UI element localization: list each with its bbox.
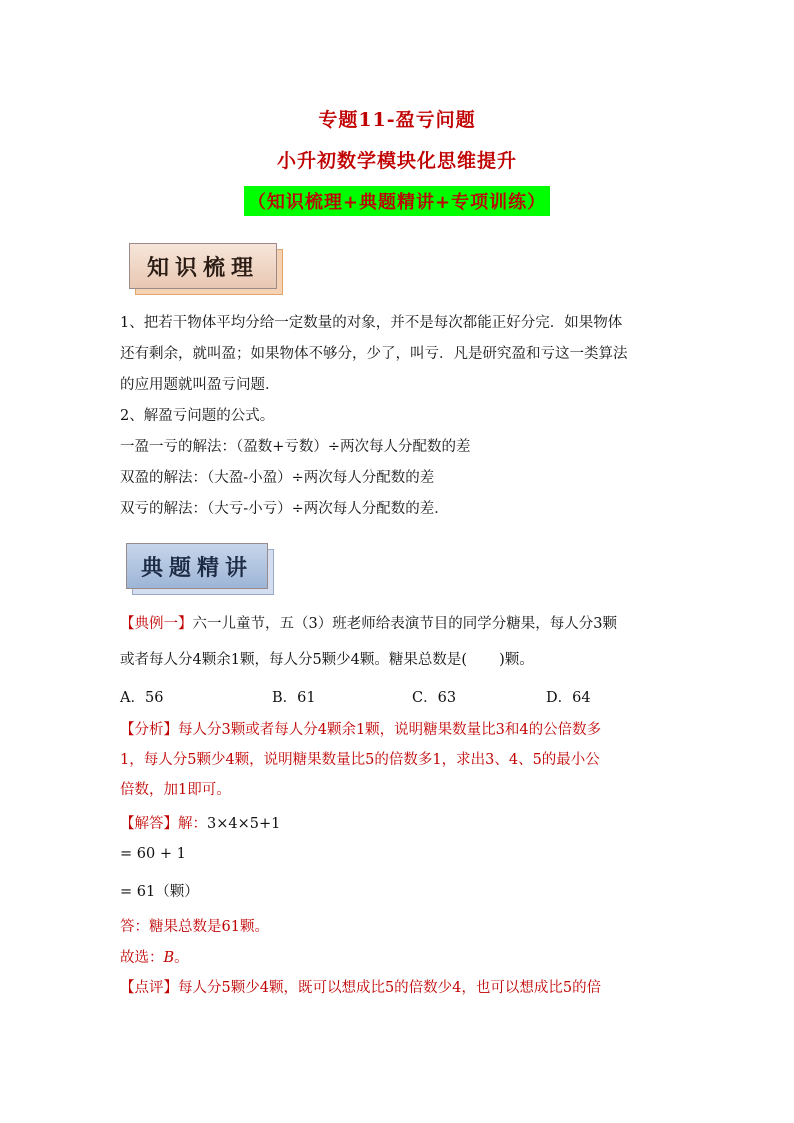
answer-head: 解： xyxy=(178,816,207,832)
tag-title: （知识梳理+典题精讲+专项训练） xyxy=(244,186,550,216)
answer-step-1: = 60 + 1 xyxy=(120,846,186,862)
comment-text: 每人分5颗少4颗，既可以想成比5的倍数少4，也可以想成比5的倍 xyxy=(178,980,602,996)
example-question-text-2b: )颗。 xyxy=(499,652,534,668)
knowledge-line-5: 一盈一亏的解法：（盈数+亏数）÷两次每人分配数的差 xyxy=(120,439,471,455)
main-title: 专题11-盈亏问题 xyxy=(318,109,476,131)
section-banner-knowledge: 知识梳理 xyxy=(129,243,277,289)
answer-expression: 3×4×5+1 xyxy=(207,816,281,832)
choose-value: B xyxy=(163,950,175,966)
answer-step-2: = 61（颗） xyxy=(120,884,199,900)
knowledge-line-6: 双盈的解法：（大盈-小盈）÷两次每人分配数的差 xyxy=(120,470,435,486)
section-banner-examples: 典题精讲 xyxy=(126,543,268,589)
option-a: A．56 xyxy=(120,690,164,706)
example-question-text-1: 六一儿童节，五（3）班老师给表演节目的同学分糖果，每人分3颗 xyxy=(192,616,617,632)
analysis-line-3: 倍数，加1即可。 xyxy=(120,782,231,798)
analysis-text-1: 每人分3颗或者每人分4颗余1颗，说明糖果数量比3和4的公倍数多 xyxy=(178,722,602,738)
example-question-line-1 xyxy=(120,612,680,633)
knowledge-line-3: 的应用题就叫盈亏问题． xyxy=(120,377,280,393)
knowledge-line-7: 双亏的解法：（大亏-小亏）÷两次每人分配数的差． xyxy=(120,501,449,517)
knowledge-line-2: 还有剩余，就叫盈；如果物体不够分，少了，叫亏．凡是研究盈和亏这一类算法 xyxy=(120,346,628,362)
example-question-line-2 xyxy=(120,648,680,669)
analysis-line-2: 1，每人分5颗少4颗，说明糖果数量比5的倍数多1，求出3、4、5的最小公 xyxy=(120,752,600,768)
choose-end: 。 xyxy=(174,950,189,966)
knowledge-line-1: 1、把若干物体平均分给一定数量的对象，并不是每次都能正好分完．如果物体 xyxy=(120,315,623,331)
conclusion-line: 答：糖果总数是61颗。 xyxy=(120,919,269,935)
analysis-tag: 【分析】 xyxy=(120,722,178,738)
knowledge-line-4: 2、解盈亏问题的公式。 xyxy=(120,408,275,424)
answer-tag: 【解答】 xyxy=(120,816,178,832)
subtitle: 小升初数学模块化思维提升 xyxy=(276,150,517,172)
option-c: C．63 xyxy=(412,690,457,706)
example-tag: 【典例一】 xyxy=(120,616,193,632)
example-question-text-2a: 或者每人分4颗余1颗，每人分5颗少4颗。糖果总数是( xyxy=(120,652,468,668)
answer-line xyxy=(120,812,680,833)
analysis-line-1 xyxy=(120,718,680,739)
tag-title-wrap xyxy=(0,186,794,216)
comment-line xyxy=(120,976,680,997)
option-d: D．64 xyxy=(546,690,591,706)
comment-tag: 【点评】 xyxy=(120,980,178,996)
choose-label: 故选： xyxy=(120,950,164,966)
choose-line xyxy=(120,946,680,967)
option-b: B．61 xyxy=(272,690,316,706)
